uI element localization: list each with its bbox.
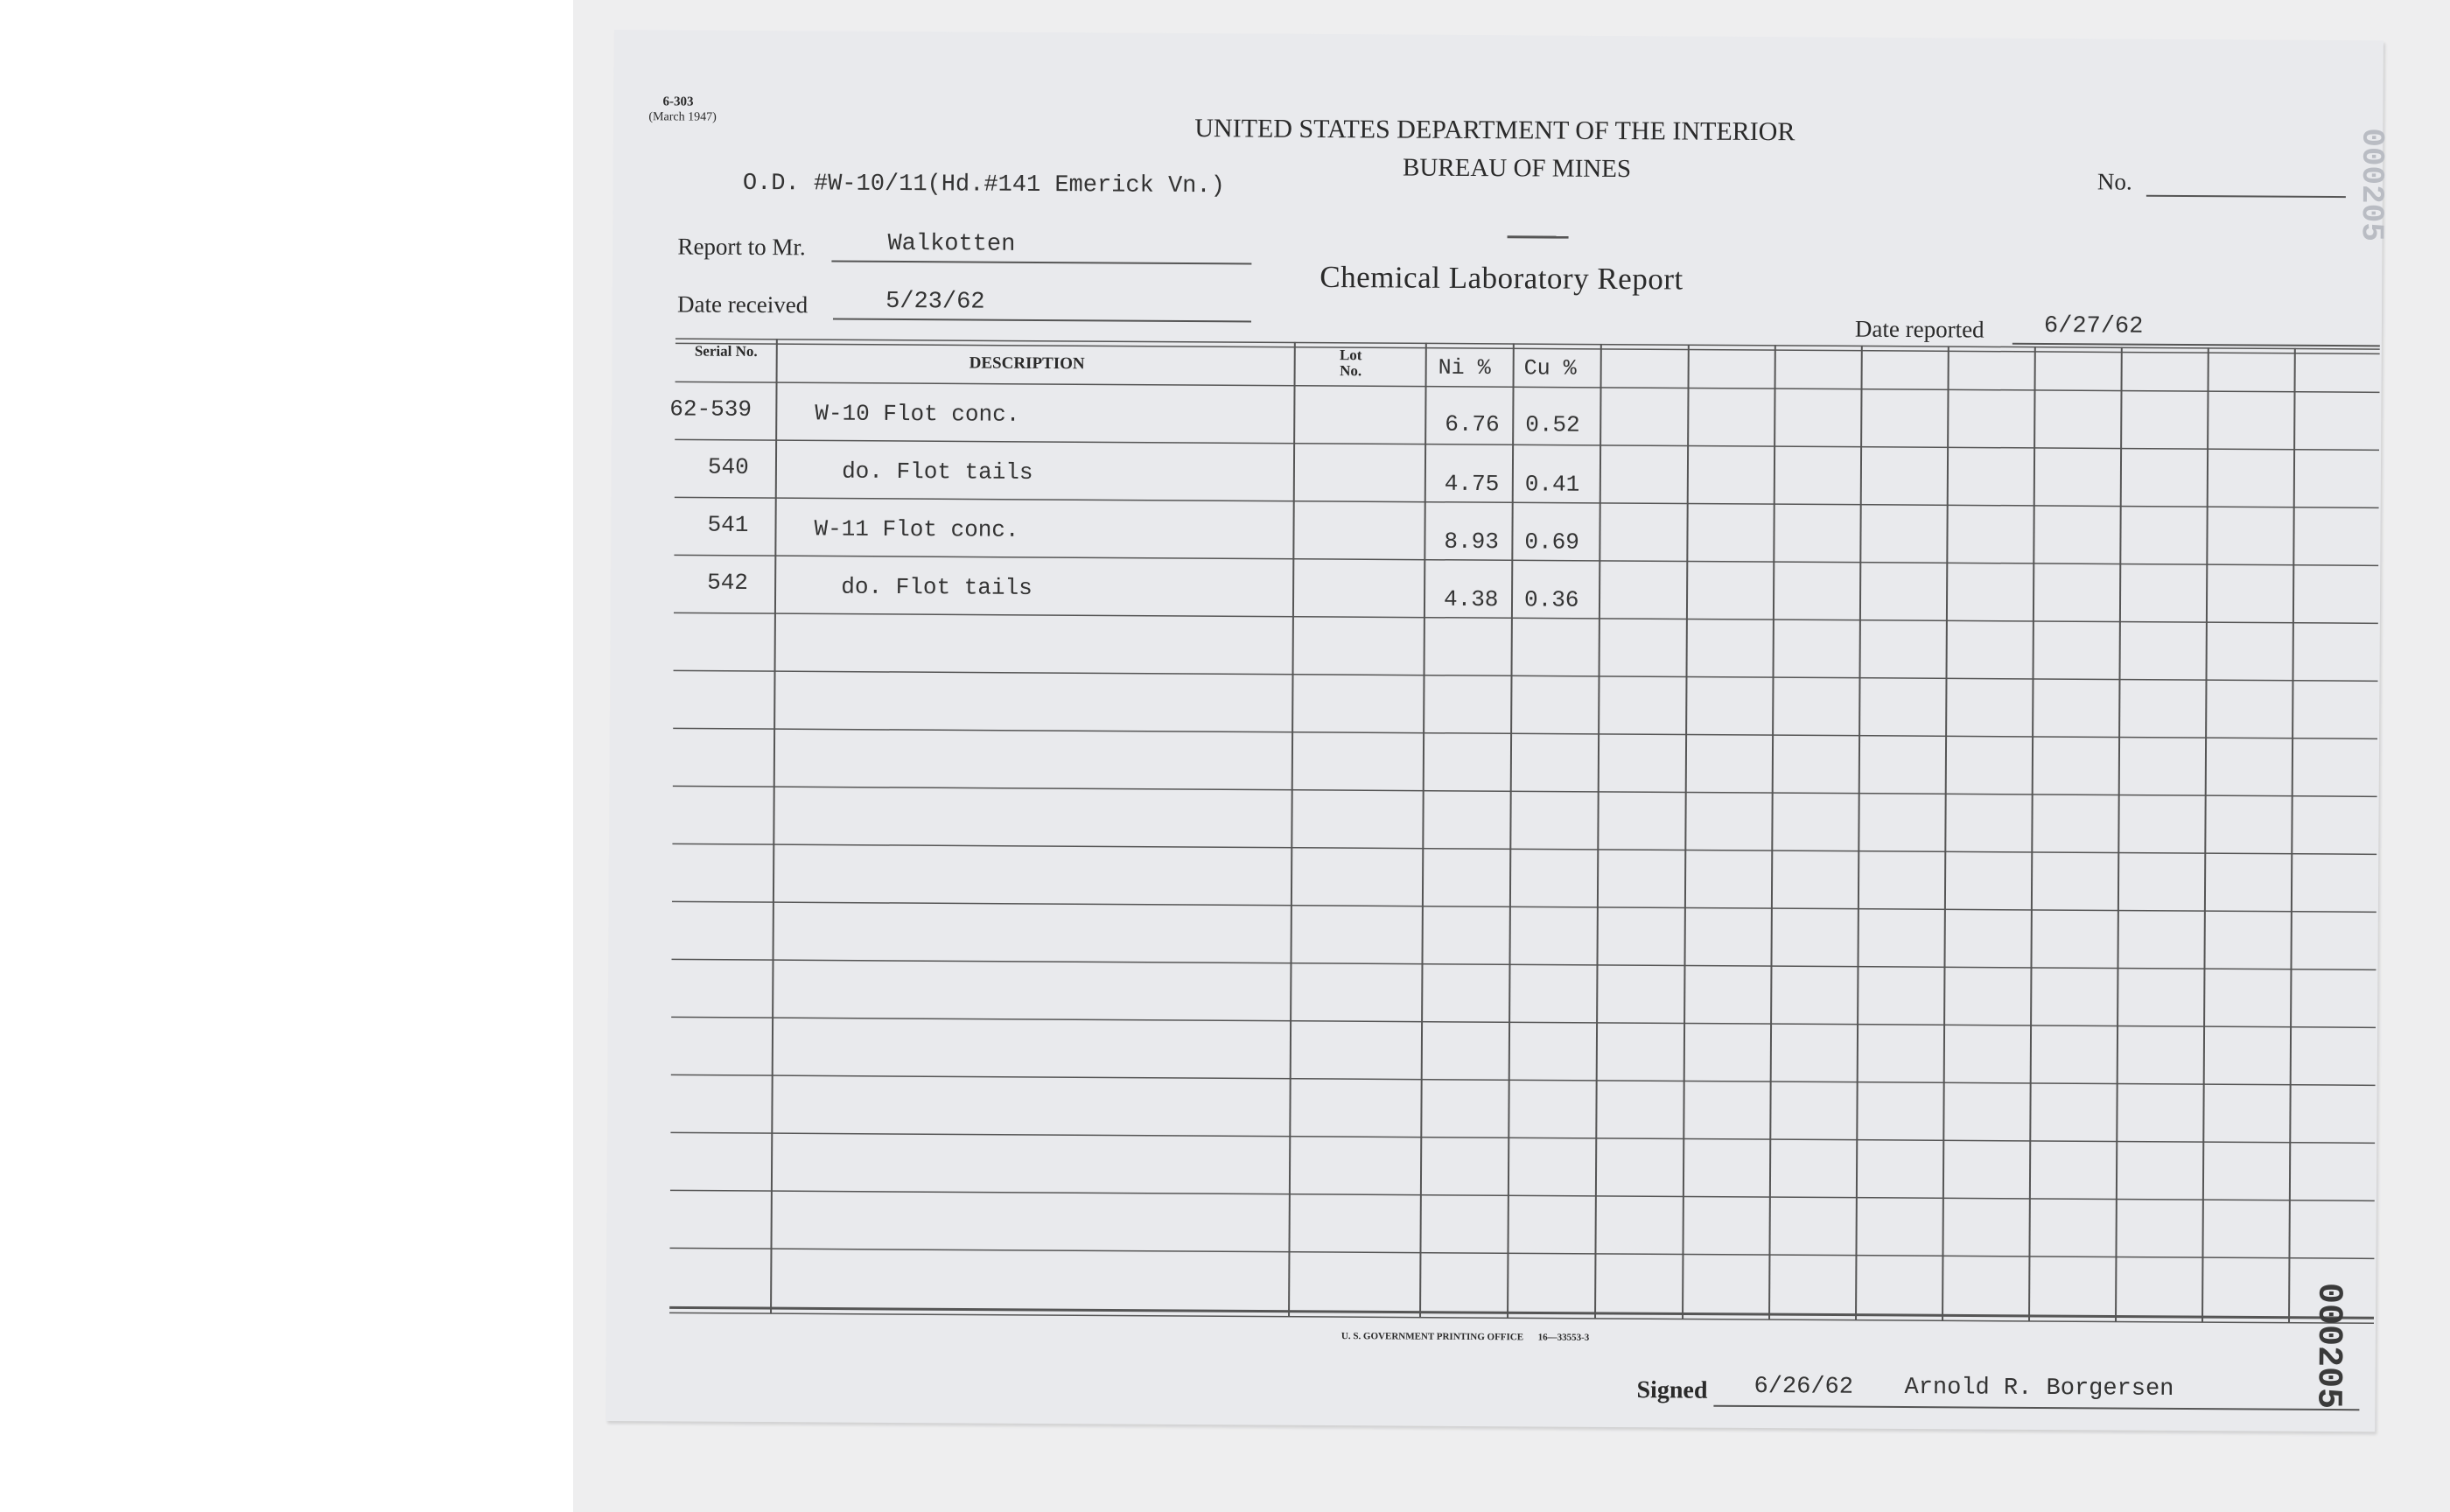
form-edition: (March 1947) [648,110,717,124]
lab-report-form [606,30,2390,1432]
signed-name: Arnold R. Borgersen [1904,1375,2174,1403]
date-reported-value: 6/27/62 [2043,312,2144,340]
row4-cu: 0.36 [1523,586,1579,613]
side-stamp-bottom: 000205 [2307,1282,2348,1410]
printer-imprint: U. S. GOVERNMENT PRINTING OFFICE 16—33553-3 [1340,1331,1590,1343]
row2-ni: 4.75 [1444,470,1500,498]
col-header-description: DESCRIPTION [969,354,1085,374]
row4-serial: 542 [707,569,749,596]
no-label: No. [2096,168,2132,195]
row2-description: do. Flot tails [814,458,1033,486]
row1-serial: 62-539 [669,396,752,423]
row4-ni: 4.38 [1443,585,1499,613]
form-number: 6-303 [662,94,694,109]
date-received-label: Date received [676,290,808,318]
col-header-lot: Lot No. [1339,346,1362,380]
row1-ni: 6.76 [1445,410,1500,438]
row3-serial: 541 [707,511,749,538]
agency-heading: UNITED STATES DEPARTMENT OF THE INTERIOR [1194,114,1796,147]
date-received-value: 5/23/62 [886,288,985,316]
results-table [669,338,2380,1346]
od-reference: O.D. #W-10/11(Hd.#141 Emerick Vn.) [742,170,1225,200]
date-reported-label: Date reported [1854,315,1984,343]
row3-ni: 8.93 [1444,528,1499,556]
report-to-label: Report to Mr. [677,233,806,261]
bureau-heading: BUREAU OF MINES [1402,153,1632,184]
row2-cu: 0.41 [1524,471,1580,498]
row1-description: W-10 Flot conc. [815,400,1020,428]
row3-cu: 0.69 [1524,528,1579,556]
row2-serial: 540 [707,453,749,480]
col-header-serial: Serial No. [694,342,758,360]
no-line [2146,195,2346,198]
signed-date: 6/26/62 [1754,1373,1854,1401]
row1-cu: 0.52 [1525,411,1580,438]
row3-description: W-11 Flot conc. [814,515,1019,543]
report-to-value: Walkotten [887,230,1016,258]
col-header-ni: Ni % [1438,354,1491,382]
side-stamp-top: 000205 [2353,128,2390,242]
title-rule [1508,235,1569,238]
signed-label: Signed [1636,1376,1708,1404]
report-title: Chemical Laboratory Report [1320,259,1684,297]
signature-line [1713,1405,2359,1411]
col-header-cu: Cu % [1523,355,1577,382]
report-to-line [831,261,1251,265]
row4-description: do. Flot tails [814,573,1032,601]
date-received-line [833,318,1251,323]
